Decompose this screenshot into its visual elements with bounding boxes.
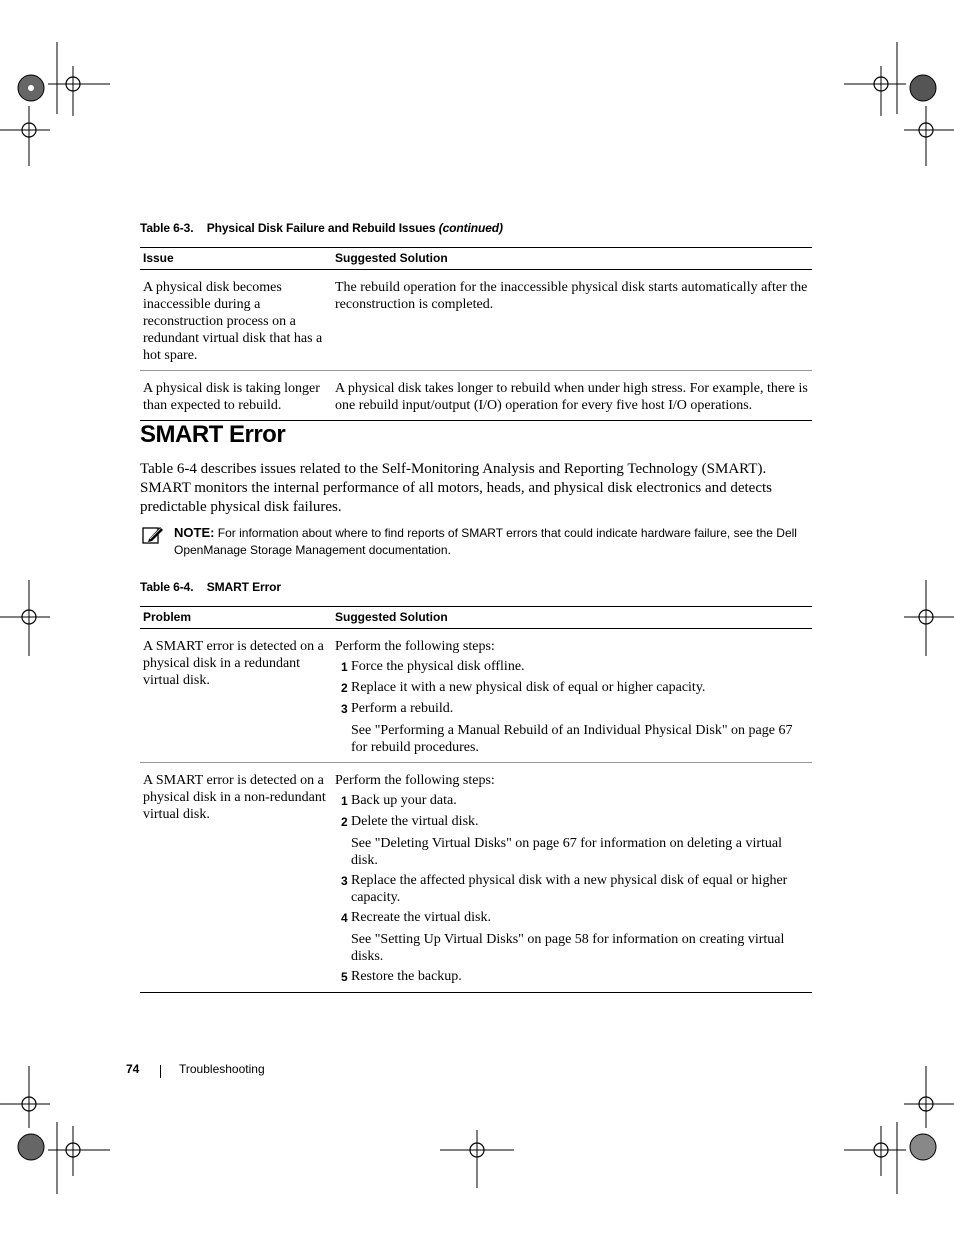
table-6-4	[140, 606, 812, 993]
problem-cell: A SMART error is detected on a physical disk in a non-redundant virtual disk.	[140, 763, 332, 993]
step-item	[335, 909, 809, 927]
note-callout	[140, 524, 820, 559]
registration-mark-mid-right	[904, 580, 954, 656]
table-row	[140, 371, 812, 421]
step-number: 3	[341, 702, 348, 716]
solution-cell	[332, 763, 812, 993]
step-text: Force the physical disk offline.	[351, 659, 525, 674]
table-6-3	[140, 247, 812, 421]
step-item	[335, 968, 809, 986]
step-reference: See "Setting Up Virtual Disks" on page 58 for information on creating virtual disks.	[351, 932, 785, 964]
step-text: Replace the affected physical disk with a new physical disk of equal or higher capacity.	[351, 873, 788, 905]
section-intro: Table 6-4 describes issues related to the Self-Monitoring Analysis and Reporting Technology (SMART). SMART monitors the internal performance of all motors, heads, and physical disk electronics and detects predictable physical disk failures.	[140, 461, 772, 515]
continued-label: (continued)	[438, 221, 503, 235]
steps-lead: Perform the following steps:	[335, 639, 495, 654]
column-header-problem: Problem	[140, 607, 332, 629]
step-number: 5	[341, 970, 348, 984]
registration-mark-bottom-center	[438, 1130, 518, 1190]
solution-cell: The rebuild operation for the inaccessible physical disk starts automatically after the reconstruction is completed.	[332, 270, 812, 371]
table-row	[140, 763, 812, 993]
solution-cell	[332, 629, 812, 763]
step-number: 2	[341, 681, 348, 695]
step-text: Replace it with a new physical disk of equal or higher capacity.	[351, 680, 706, 695]
registration-mark-mid-left	[0, 580, 50, 656]
step-number: 1	[341, 660, 348, 674]
table-number: Table 6-4.	[140, 580, 194, 594]
step-number: 4	[341, 911, 348, 925]
step-text: Perform a rebuild.	[351, 701, 454, 716]
problem-cell: A SMART error is detected on a physical disk in a redundant virtual disk.	[140, 629, 332, 763]
step-item	[335, 792, 809, 810]
note-text: For information about where to find reports of SMART errors that could indicate hardware failure, see the Dell OpenManage Storage Management documentation.	[174, 526, 797, 557]
table-row	[140, 629, 812, 763]
column-header-issue: Issue	[140, 248, 332, 270]
issue-cell: A physical disk is taking longer than expected to rebuild.	[140, 371, 332, 421]
steps-lead: Perform the following steps:	[335, 773, 495, 788]
table-title: Physical Disk Failure and Rebuild Issues	[206, 221, 436, 235]
step-text: Back up your data.	[351, 793, 457, 808]
note-pencil-icon	[142, 525, 164, 550]
step-reference: See "Deleting Virtual Disks" on page 67 for information on deleting a virtual disk.	[351, 836, 783, 868]
step-item	[335, 813, 809, 831]
registration-mark-bottom-right	[834, 1066, 954, 1196]
table-6-3-caption	[140, 221, 503, 235]
note-label: NOTE:	[174, 525, 215, 540]
step-number: 1	[341, 794, 348, 808]
solution-cell: A physical disk takes longer to rebuild when under high stress. For example, there is one rebuild input/output (I/O) operation for every five host I/O operations.	[332, 371, 812, 421]
step-number: 2	[341, 815, 348, 829]
chapter-title: Troubleshooting	[179, 1062, 265, 1076]
step-item	[335, 679, 809, 697]
step-reference: See "Performing a Manual Rebuild of an Individual Physical Disk" on page 67 for rebuild procedures.	[351, 723, 793, 755]
footer-divider	[160, 1065, 161, 1078]
registration-mark-bottom-left	[0, 1066, 120, 1196]
step-text: Delete the virtual disk.	[351, 814, 479, 829]
column-header-solution: Suggested Solution	[332, 607, 812, 629]
table-6-4-caption	[140, 580, 281, 594]
table-title: SMART Error	[206, 580, 281, 594]
table-number: Table 6-3.	[140, 221, 194, 235]
column-header-solution: Suggested Solution	[332, 248, 812, 270]
step-item	[335, 700, 809, 718]
step-text: Recreate the virtual disk.	[351, 910, 491, 925]
registration-mark-top-right	[834, 40, 954, 170]
step-text: Restore the backup.	[351, 969, 462, 984]
page-number: 74	[126, 1062, 140, 1076]
step-number: 3	[341, 874, 348, 888]
registration-mark-top-left	[0, 40, 120, 170]
step-item	[335, 658, 809, 676]
step-item	[335, 872, 809, 906]
issue-cell: A physical disk becomes inaccessible during a reconstruction process on a redundant virtual disk that has a hot spare.	[140, 270, 332, 371]
table-row	[140, 270, 812, 371]
section-heading: SMART Error	[140, 421, 286, 448]
